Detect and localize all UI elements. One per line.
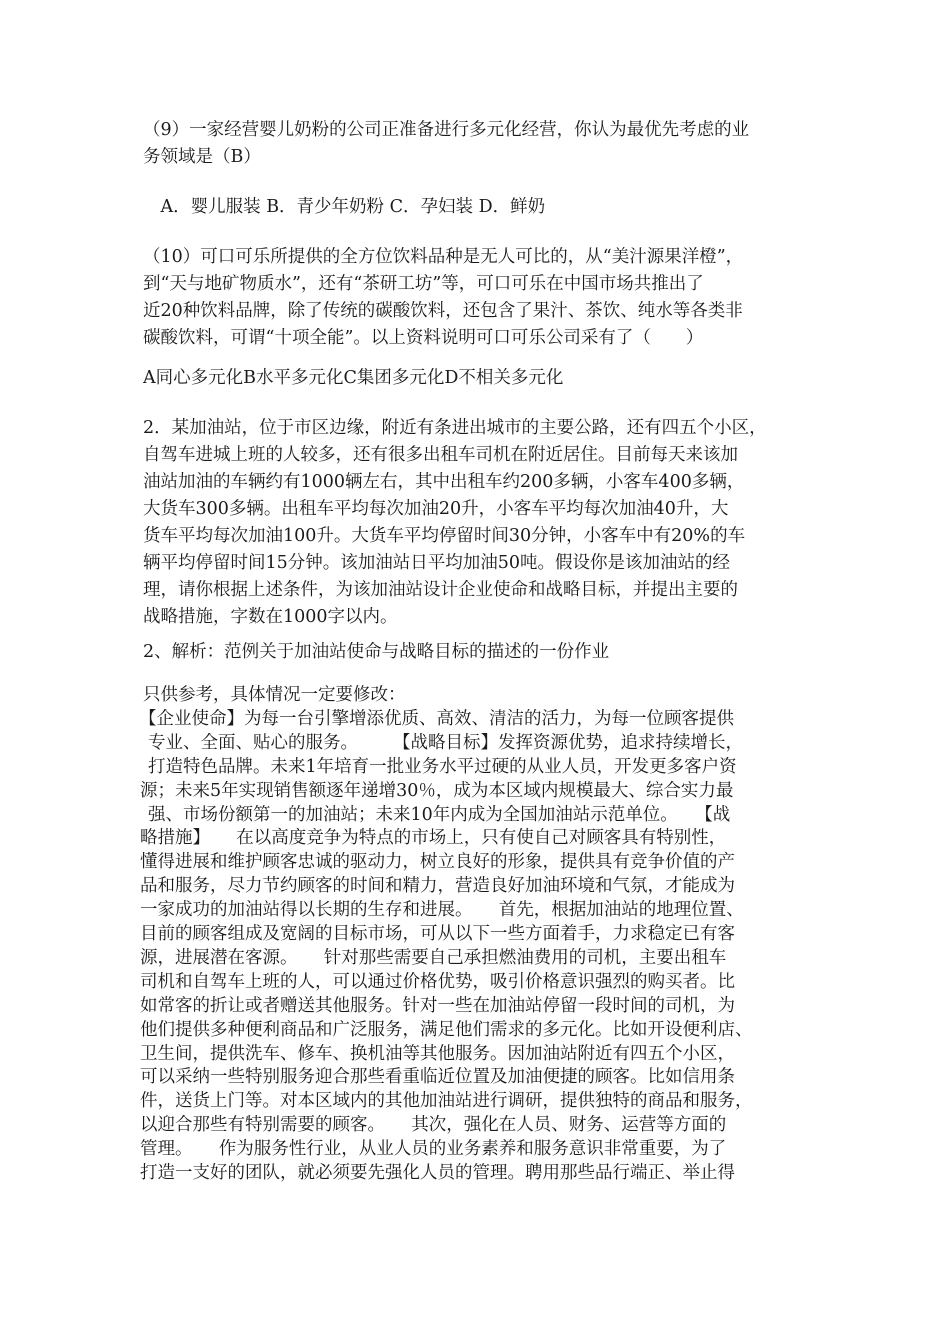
question-2-line: 自驾车进城上班的人较多，还有很多出租车司机在附近居住。目前每天来该加 <box>143 445 738 465</box>
answer-body-line: 源；未来5年实现销售额逐年递增30％，成为本区域内规模最大、综合实力最 <box>140 780 734 801</box>
answer-body-line: 打造一支好的团队，就必须要先强化人员的管理。聘用那些品行端正、举止得 <box>140 1163 735 1183</box>
answer-body-line: 件，送货上门等。对本区域内的其他加油站进行调研，提供独特的商品和服务， <box>140 1091 753 1112</box>
analysis-heading-line: 2、解析：范例关于加油站使命与战略目标的描述的一份作业 <box>143 642 610 662</box>
answer-body-line: 打造特色品牌。未来1年培育一批业务水平过硬的从业人员，开发更多客户资 <box>148 756 737 777</box>
question-2-line: 辆平均停留时间15分钟。该加油站日平均加油50吨。假设你是该加油站的经 <box>143 553 731 573</box>
answer-body-line: 只供参考，具体情况一定要修改： <box>143 685 406 705</box>
answer-body-line: 品和服务，尽力节约顾客的时间和精力，营造良好加油环境和气氛，才能成为 <box>140 876 735 897</box>
question-2-line: 大货车300多辆。出租车平均每次加油20升，小客车平均每次加油40升，大 <box>143 499 729 519</box>
answer-body-line: 如常客的折让或者赠送其他服务。针对一些在加油站停留一段时间的司机，为 <box>140 995 735 1016</box>
answer-body-line: 他们提供多种便利商品和广泛服务，满足他们需求的多元化。比如开设便利店、 <box>140 1019 753 1040</box>
answer-body-line: 一家成功的加油站得以长期的生存和进展。 首先，根据加油站的地理位置、 <box>140 900 744 921</box>
answer-body-line: 源，进展潜在客源。 针对那些需要自己承担燃油费用的司机，主要出租车 <box>140 947 727 968</box>
question-10-line: 近20种饮料品牌，除了传统的碳酸饮料，还包含了果汁、茶饮、纯水等各类非 <box>143 301 743 321</box>
answer-body-line: 专业、全面、贴心的服务。 【战略目标】发挥资源优势，追求持续增长， <box>148 732 743 753</box>
answer-body-line: 略措施】 在以高度竞争为特点的市场上，只有使自己对顾客具有特别性， <box>140 828 727 849</box>
answer-body-line: 【企业使命】为每一台引擎增添优质、高效、清洁的活力，为每一位顾客提供 <box>139 708 734 729</box>
answer-body-line: 目前的顾客组成及宽阔的目标市场，可从以下一些方面着手，力求稳定已有客 <box>140 924 735 944</box>
answer-body-line: 司机和自驾车上班的人，可以通过价格优势，吸引价格意识强烈的购买者。比 <box>140 971 735 992</box>
question-10-line: 碳酸饮料，可谓“十项全能”。以上资料说明可口可乐公司采有了（ ） <box>143 328 704 348</box>
question-2-line: 理，请你根据上述条件，为该加油站设计企业使命和战略目标，并提出主要的 <box>143 580 738 600</box>
question-9-line: 务领域是（B） <box>143 147 261 167</box>
question-2-line: 货车平均每次加油100升。大货车平均停留时间30分钟，小客车中有20%的车 <box>143 526 746 546</box>
answer-body-line: 强、市场份额第一的加油站；未来10年内成为全国加油站示范单位。 【战 <box>148 804 731 825</box>
answer-body-line: 管理。 作为服务性行业，从业人员的业务素养和服务意识非常重要，为了 <box>140 1139 727 1160</box>
question-2-line: 油站加油的车辆约有1000辆左右，其中出租车约200多辆，小客车400多辆， <box>143 472 745 492</box>
question-10-line: 到“天与地矿物质水”，还有“茶研工坊”等，可口可乐在中国市场共推出了 <box>143 274 704 294</box>
answer-body-line: 懂得进展和维护顾客忠诚的驱动力，树立良好的形象，提供具有竞争价值的产 <box>140 852 735 873</box>
answer-body-line: 卫生间，提供洗车、修车、换机油等其他服务。因加油站附近有四五个小区， <box>140 1043 735 1064</box>
question-10-options-line: A同心多元化B水平多元化C集团多元化D不相关多元化 <box>143 368 564 388</box>
answer-body-line: 可以采纳一些特别服务迎合那些看重临近位置及加油便捷的顾客。比如信用条 <box>140 1067 735 1088</box>
answer-body-line: 以迎合那些有特别需要的顾客。 其次，强化在人员、财务、运营等方面的 <box>140 1115 727 1136</box>
question-9-line: （9）一家经营婴儿奶粉的公司正准备进行多元化经营，你认为最优先考虑的业 <box>143 120 750 140</box>
question-2-line: 战略措施，字数在1000字以内。 <box>143 607 398 627</box>
question-2-line: 2．某加油站，位于市区边缘，附近有条进出城市的主要公路，还有四五个小区， <box>143 418 767 438</box>
question-10-line: （10）可口可乐所提供的全方位饮料品种是无人可比的，从“美汁源果洋橙”， <box>143 247 744 267</box>
question-9-options-line: A．婴儿服装 B．青少年奶粉 C．孕妇装 D．鲜奶 <box>143 197 546 217</box>
